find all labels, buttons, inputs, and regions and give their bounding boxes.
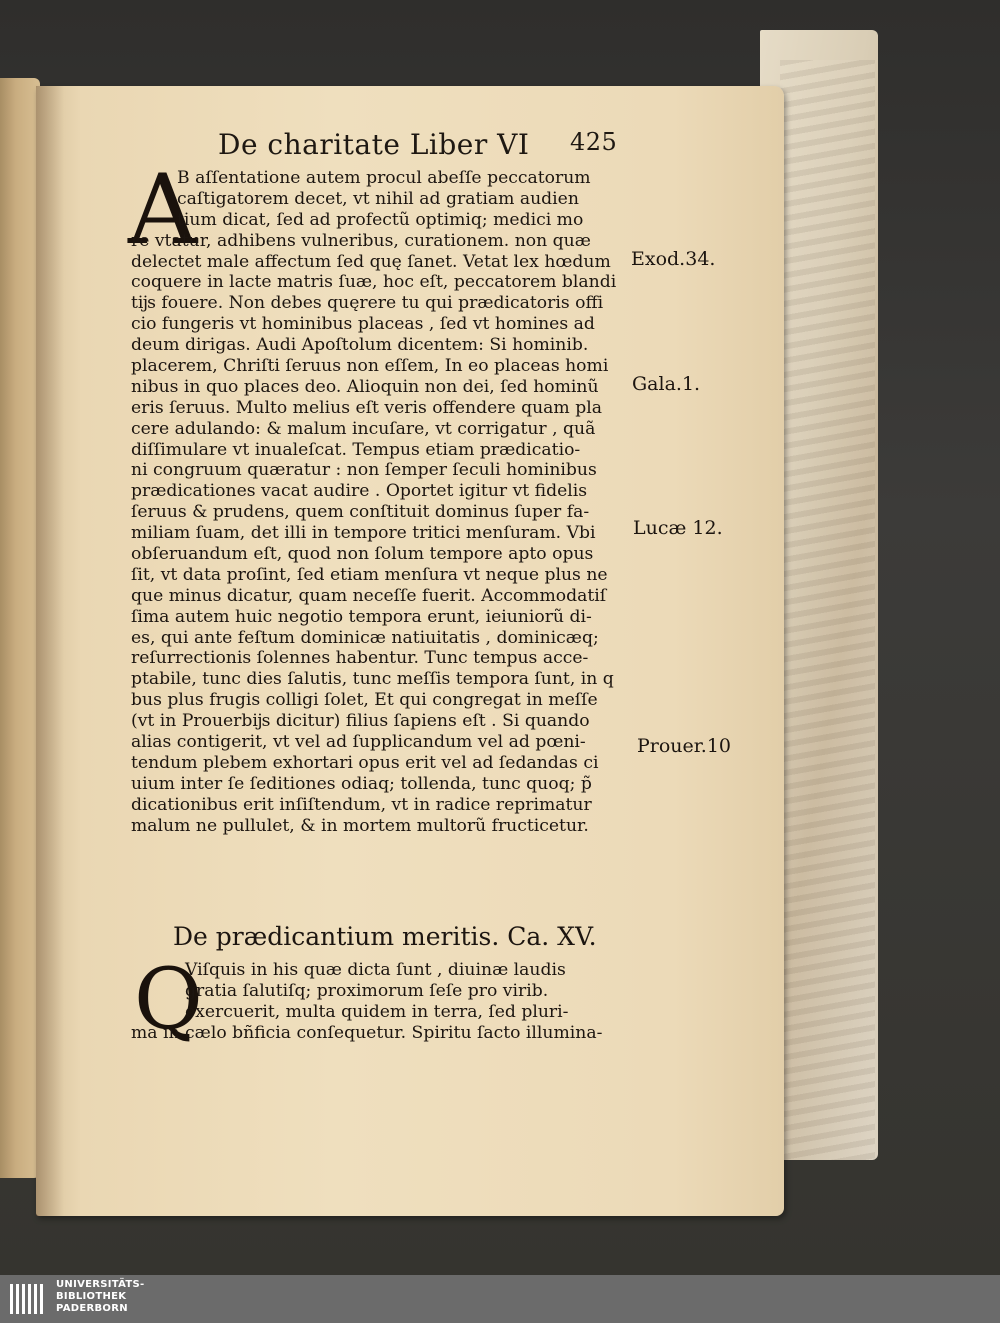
text-line: diſſimulare vt inualeſcat. Tempus etiam prædicatio-: [131, 439, 581, 460]
text-line: Viſquis in his quæ dicta ſunt , diuinæ laudis: [185, 960, 566, 980]
text-line: coquere in lacte matris ſuæ, hoc eſt, peccatorem blandi: [131, 272, 617, 293]
margin-note-lucae: Lucæ 12.: [633, 517, 723, 539]
text-line: exercuerit, multa quidem in terra, ſed pluri-: [185, 1001, 569, 1022]
library-name-line3: PADERBORN: [56, 1303, 128, 1314]
text-line: ma in cælo bñficia conſequetur. Spiritu ſacto illumina-: [131, 1022, 603, 1043]
back-leaf-texture: [780, 60, 875, 1160]
text-line: cere adulando: & malum incuſare, vt corrigatur , quã: [131, 418, 596, 439]
text-line: cio fungeris vt hominibus placeas , ſed vt homines ad: [131, 314, 595, 335]
text-line: ſeruus & prudens, quem conſtituit dominus ſuper fa-: [131, 502, 590, 523]
text-line: ſit, vt data proſint, ſed etiam menſura vt neque plus ne: [131, 564, 608, 585]
text-line: B aſſentatione autem procul abeſſe peccatorum: [177, 168, 591, 188]
text-line: uium inter ſe ſeditiones odiaq; tollenda, tunc quoq; p̃: [131, 773, 592, 794]
text-line: nibus in quo places deo. Alioquin non dei, ſed hominũ: [131, 376, 599, 397]
text-line: bus plus frugis colligi ſolet, Et qui congregat in meſſe: [131, 690, 598, 711]
text-line: tium dicat, ſed ad profectũ optimiq; medici mo: [177, 209, 584, 230]
text-line: ſima autem huic negotio tempora erunt, ieiuniorũ di-: [131, 606, 592, 627]
text-line: caſtigatorem decet, vt nihil ad gratiam audien: [177, 188, 579, 209]
text-line: dicationibus erit inſiſtendum, vt in radice reprimatur: [131, 794, 592, 815]
text-line: prædicationes vacat audire . Oportet igitur vt fidelis: [131, 481, 588, 502]
drop-cap-q: Q: [134, 950, 203, 1048]
text-line: (vt in Prouerbĳs dicitur) filius ſapiens eſt . Si quando: [131, 711, 590, 732]
margin-note-prouer: Prouer.10: [637, 735, 731, 757]
text-line: tĳs fouere. Non debes quęrere tu qui prædicatoris offi: [131, 293, 604, 314]
text-line: deum dirigas. Audi Apoſtolum dicentem: Si hominib.: [131, 335, 589, 356]
text-line: que minus dicatur, quam neceſſe fuerit. Accommodatiſ: [131, 585, 607, 606]
text-line: malum ne pullulet, & in mortem multorũ fructicetur.: [131, 815, 589, 836]
left-page-edge: [0, 78, 40, 1178]
text-line: delectet male affectum ſed quę ſanet. Vetat lex hœdum: [131, 251, 611, 272]
text-line: es, qui ante feſtum dominicæ natiuitatis , dominicæq;: [131, 627, 599, 648]
library-logo-icon: [8, 1278, 48, 1318]
library-name-line1: UNIVERSITÄTS-: [56, 1279, 145, 1290]
running-head-title: De charitate Liber VI: [218, 128, 530, 161]
chapter-text-block: [131, 950, 631, 1048]
text-line: gratia ſalutiſq; proximorum ſeſe pro virib.: [185, 980, 549, 1001]
library-name-line2: BIBLIOTHEK: [56, 1291, 127, 1302]
text-line: eris ſeruus. Multo melius eſt veris offendere quam pla: [131, 397, 602, 418]
margin-note-exod: Exod.34.: [631, 248, 716, 270]
library-name: [56, 1279, 216, 1315]
main-text-block: [131, 168, 631, 837]
text-line: obſeruandum eſt, quod non ſolum tempore apto opus: [131, 544, 594, 565]
text-line: ptabile, tunc dies ſalutis, tunc meſſis tempora ſunt, in q: [131, 669, 614, 690]
margin-note-gala: Gala.1.: [632, 373, 701, 395]
text-line: miliam ſuam, det illi in tempore tritici menſuram. Vbi: [131, 523, 596, 544]
chapter-heading: De prædicantium meritis. Ca. XV.: [173, 922, 597, 951]
running-head: [218, 128, 638, 168]
text-line: ni congruum quæratur : non ſemper ſeculi hominibus: [131, 460, 597, 481]
text-line: re vtatur, adhibens vulneribus, curationem. non quæ: [131, 230, 591, 251]
text-line: reſurrectionis ſolennes habentur. Tunc tempus acce-: [131, 648, 589, 669]
drop-cap-a: A: [128, 154, 198, 266]
text-line: alias contigerit, vt vel ad ſupplicandum vel ad pœni-: [131, 732, 586, 753]
text-line: placerem, Chriſti ſeruus non eſſem, In eo placeas homi: [131, 356, 609, 377]
text-line: tendum plebem exhortari opus erit vel ad ſedandas ci: [131, 752, 599, 773]
page-number: 425: [570, 128, 618, 156]
gutter-shadow: [36, 86, 64, 1216]
